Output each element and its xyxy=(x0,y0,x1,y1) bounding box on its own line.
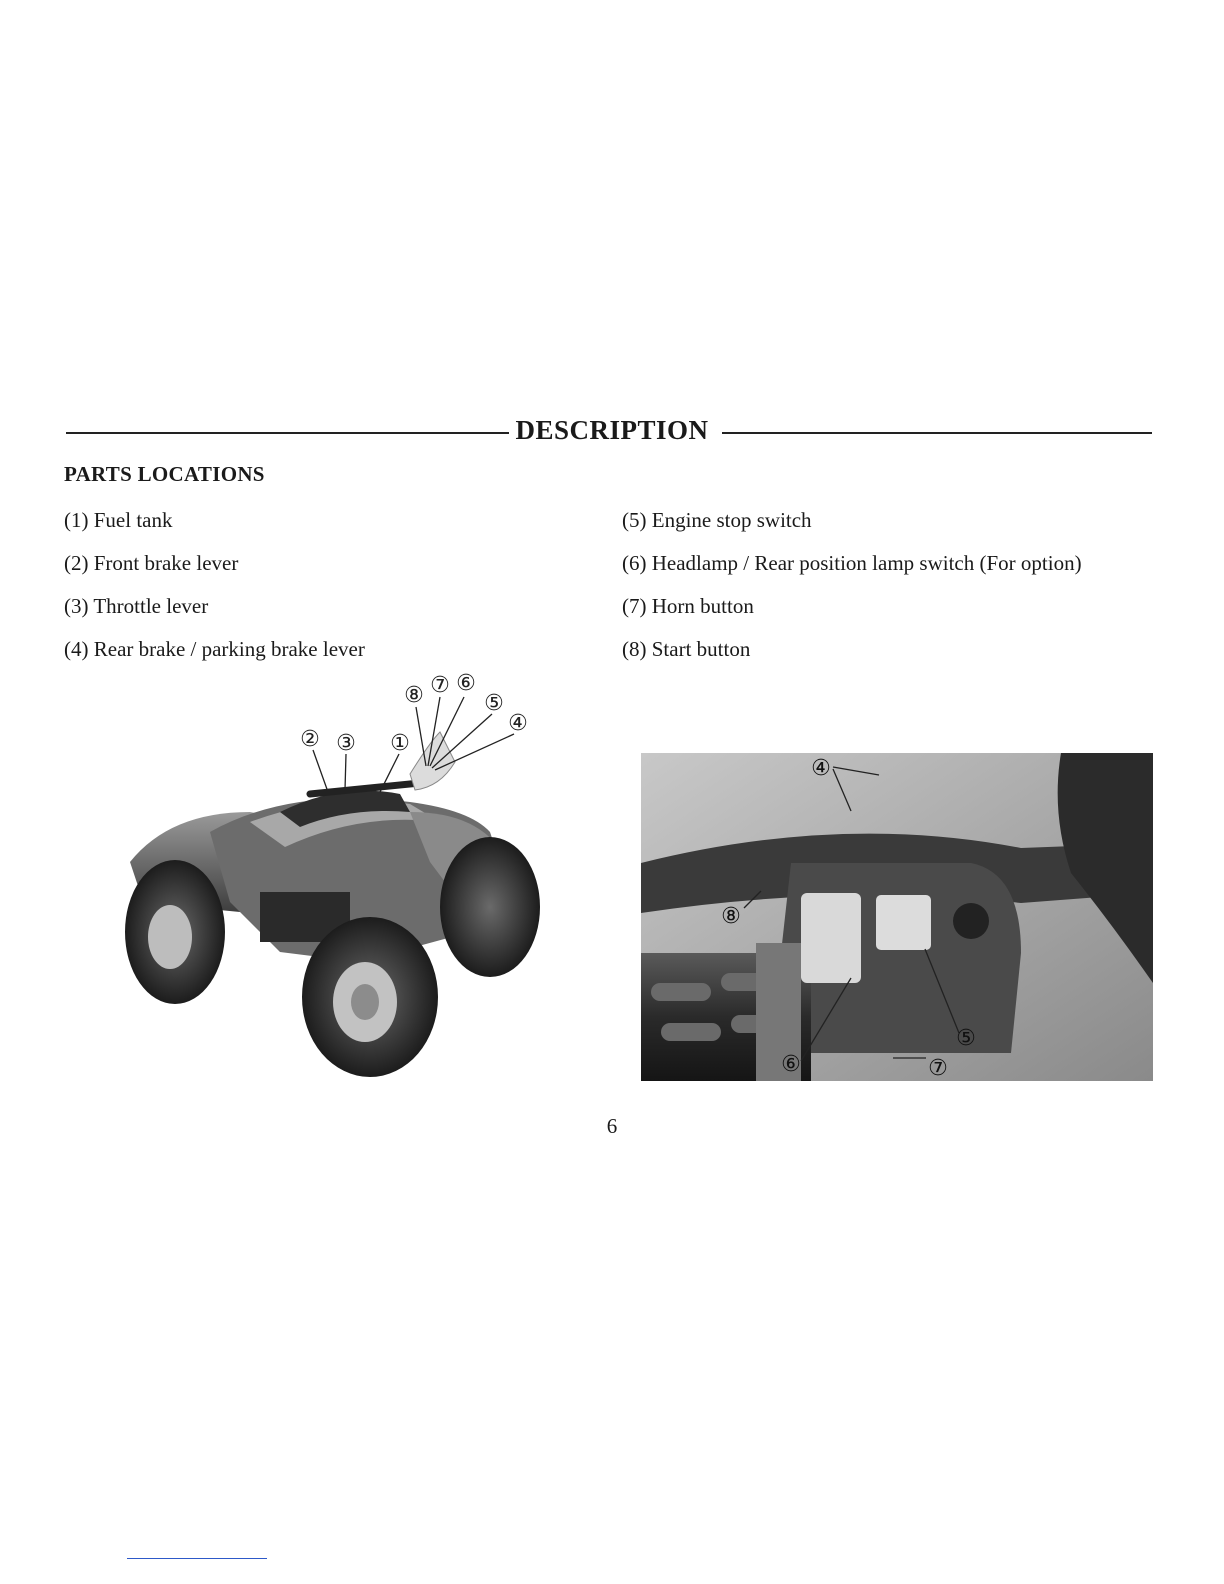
atv-callout-4: ④ xyxy=(508,711,528,736)
page-title: DESCRIPTION xyxy=(0,415,1224,446)
atv-callout-2: ② xyxy=(300,727,320,752)
switch-callout-4: ④ xyxy=(811,756,831,781)
part-item-7: (7) Horn button xyxy=(622,594,754,618)
switch-callout-5: ⑤ xyxy=(956,1026,976,1051)
switch-callout-7: ⑦ xyxy=(928,1056,948,1081)
part-item-6: (6) Headlamp / Rear position lamp switch (For option) xyxy=(622,551,1082,575)
part-item-4: (4) Rear brake / parking brake lever xyxy=(64,637,365,661)
atv-callout-8: ⑧ xyxy=(404,683,424,708)
part-item-8: (8) Start button xyxy=(622,637,751,661)
atv-photo xyxy=(110,662,560,1082)
switch-callout-6: ⑥ xyxy=(781,1052,801,1077)
atv-callout-1: ① xyxy=(390,731,410,756)
atv-callout-5: ⑤ xyxy=(484,691,504,716)
part-item-2: (2) Front brake lever xyxy=(64,551,239,575)
atv-callout-7: ⑦ xyxy=(430,673,450,698)
section-heading: PARTS LOCATIONS xyxy=(64,462,265,486)
part-item-1: (1) Fuel tank xyxy=(64,508,173,532)
page-number: 6 xyxy=(606,1114,618,1138)
footer-link-underline[interactable] xyxy=(127,1558,267,1559)
handlebar-switch-photo xyxy=(641,753,1153,1081)
atv-callout-3: ③ xyxy=(336,731,356,756)
switch-callout-8: ⑧ xyxy=(721,904,741,929)
part-item-5: (5) Engine stop switch xyxy=(622,508,812,532)
part-item-3: (3) Throttle lever xyxy=(64,594,209,618)
atv-callout-6: ⑥ xyxy=(456,671,476,696)
